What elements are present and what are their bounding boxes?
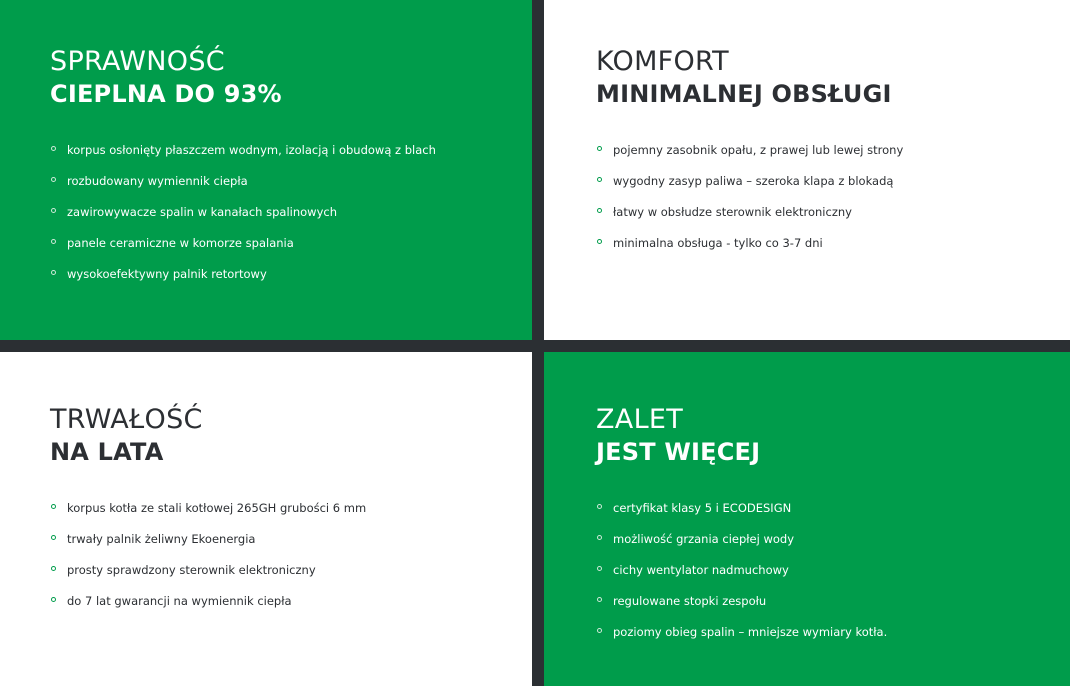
heading-line-light: SPRAWNOŚĆ — [50, 46, 225, 77]
tile-heading — [596, 404, 1070, 469]
heading-line-bold: MINIMALNEJ OBSŁUGI — [596, 80, 892, 108]
list-item: zawirowywacze spalin w kanałach spalinowych — [50, 197, 532, 228]
list-item: możliwość grzania ciepłej wody — [596, 524, 1070, 555]
feature-list — [50, 493, 532, 617]
heading-line-light: ZALET — [596, 404, 684, 435]
list-item: rozbudowany wymiennik ciepła — [50, 166, 532, 197]
list-item: trwały palnik żeliwny Ekoenergia — [50, 524, 532, 555]
tile-heading — [50, 404, 532, 469]
tile-heading — [50, 46, 532, 111]
tile-heading — [596, 46, 1070, 111]
list-item: wygodny zasyp paliwa – szeroka klapa z blokadą — [596, 166, 1070, 197]
heading-line-light: TRWAŁOŚĆ — [50, 404, 203, 435]
list-item: minimalna obsługa - tylko co 3-7 dni — [596, 228, 1070, 259]
feature-list — [596, 493, 1070, 648]
feature-list — [596, 135, 1070, 259]
list-item: poziomy obieg spalin – mniejsze wymiary kotła. — [596, 617, 1070, 648]
list-item: wysokoefektywny palnik retortowy — [50, 259, 532, 290]
feature-list — [50, 135, 532, 290]
list-item: certyfikat klasy 5 i ECODESIGN — [596, 493, 1070, 524]
list-item: cichy wentylator nadmuchowy — [596, 555, 1070, 586]
feature-tile-more-advantages — [544, 352, 1070, 686]
heading-line-light: KOMFORT — [596, 46, 729, 77]
heading-line-bold: CIEPLNA DO 93% — [50, 80, 282, 108]
feature-tile-efficiency — [0, 0, 532, 340]
list-item: korpus kotła ze stali kotłowej 265GH grubości 6 mm — [50, 493, 532, 524]
heading-line-bold: NA LATA — [50, 438, 164, 466]
list-item: regulowane stopki zespołu — [596, 586, 1070, 617]
heading-line-bold: JEST WIĘCEJ — [596, 438, 761, 466]
feature-tile-comfort — [544, 0, 1070, 340]
list-item: prosty sprawdzony sterownik elektroniczny — [50, 555, 532, 586]
list-item: korpus osłonięty płaszczem wodnym, izolacją i obudową z blach — [50, 135, 532, 166]
feature-tile-durability — [0, 352, 532, 686]
list-item: do 7 lat gwarancji na wymiennik ciepła — [50, 586, 532, 617]
list-item: pojemny zasobnik opału, z prawej lub lewej strony — [596, 135, 1070, 166]
list-item: panele ceramiczne w komorze spalania — [50, 228, 532, 259]
list-item: łatwy w obsłudze sterownik elektroniczny — [596, 197, 1070, 228]
